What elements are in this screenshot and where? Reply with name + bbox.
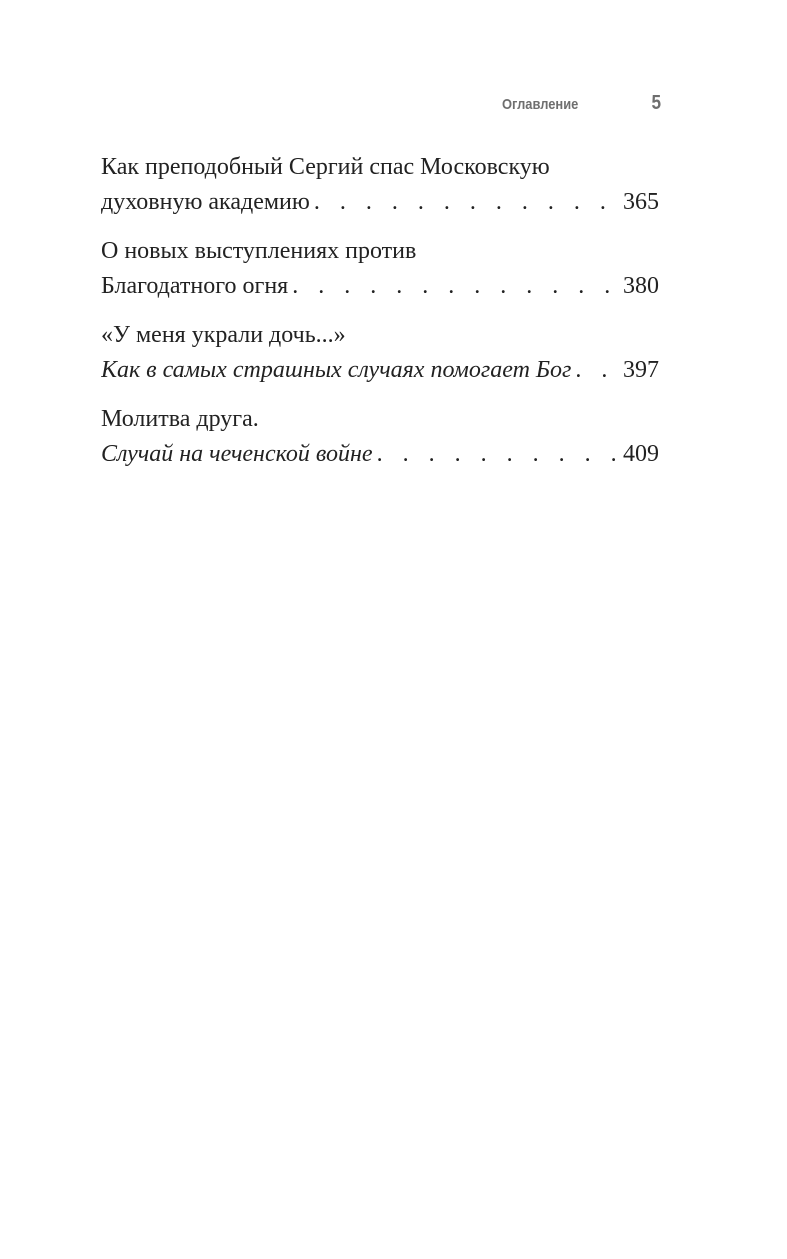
toc-entry-leader-line: [101, 353, 659, 387]
toc-entry[interactable]: [101, 402, 659, 471]
toc-entry-subtitle: Благодатного огня: [101, 269, 292, 303]
dot-leader: [575, 353, 617, 387]
toc-entry-leader-line: [101, 269, 659, 303]
toc-entry-title: Молитва друга.: [101, 406, 259, 432]
toc-entry-title: «У меня украли дочь...»: [101, 322, 346, 348]
toc-entry[interactable]: [101, 318, 659, 387]
toc-entry[interactable]: [101, 150, 659, 219]
toc-entry[interactable]: [101, 234, 659, 303]
toc-entry-page-number: 397: [617, 353, 659, 387]
toc-entry-title: Как преподобный Сергий спас Московскую: [101, 154, 550, 180]
running-header: [0, 92, 787, 122]
toc-entry-page-number: 380: [617, 269, 659, 303]
table-of-contents: [101, 150, 659, 471]
toc-entry-page-number: 409: [617, 437, 659, 471]
running-header-title: Оглавление: [502, 96, 579, 113]
toc-entry-title: О новых выступлениях против: [101, 238, 417, 264]
toc-entry-subtitle: Как в самых страшных случаях помогает Бог: [101, 353, 575, 387]
dot-leader: [314, 185, 617, 219]
toc-entry-leader-line: [101, 437, 659, 471]
toc-entry-subtitle: Случай на чеченской войне: [101, 437, 377, 471]
toc-entry-subtitle: духовную академию: [101, 185, 314, 219]
dot-leader: [292, 269, 617, 303]
dot-leader: [377, 437, 617, 471]
toc-entry-leader-line: [101, 185, 659, 219]
running-header-page-number: 5: [651, 92, 661, 114]
toc-entry-page-number: 365: [617, 185, 659, 219]
